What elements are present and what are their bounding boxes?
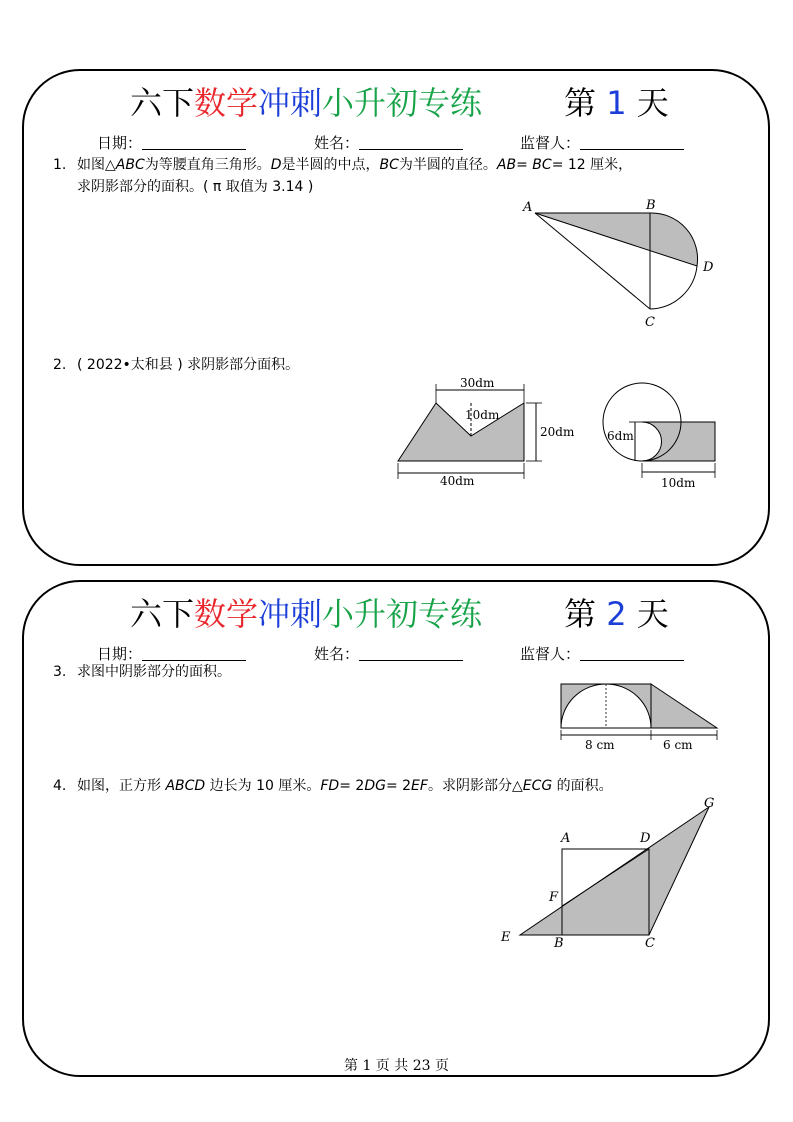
name-field	[314, 133, 463, 153]
day-number: 1	[606, 84, 627, 122]
figure-q3	[555, 680, 725, 755]
page-footer: 第 1 页 共 23 页	[344, 1058, 449, 1074]
day-suffix: 天	[636, 84, 669, 122]
label-F: F	[549, 890, 559, 905]
title-part-2: 数学	[194, 84, 259, 122]
figure-q1	[515, 195, 725, 335]
title-part-1: 六下	[130, 595, 195, 633]
dim-right: 6 cm	[663, 738, 693, 752]
supervisor-label: 监督人：	[520, 134, 581, 152]
day-label	[564, 592, 669, 636]
day-prefix: 第	[564, 84, 597, 122]
day-label	[564, 81, 669, 125]
title-part-4: 小升初专练	[322, 595, 483, 633]
date-blank[interactable]	[142, 645, 246, 661]
question-number: 4.	[53, 778, 67, 794]
title-part-3: 冲刺	[258, 595, 323, 633]
title-part-3: 冲刺	[258, 84, 323, 122]
dim-radius: 6dm	[607, 429, 634, 443]
label-G: G	[704, 796, 715, 811]
question-4: 4. 如图，正方形 ABCD 边长为 10 厘米。FD= 2DG= 2EF。求阴影部分△ECG 的面积。	[53, 775, 733, 797]
label-C: C	[645, 936, 655, 951]
title-part-1: 六下	[130, 84, 195, 122]
question-number: 1.	[53, 157, 67, 173]
label-B: B	[646, 198, 656, 213]
dim-length: 10dm	[661, 476, 696, 490]
figure-q2b	[595, 375, 725, 500]
day-prefix: 第	[564, 595, 597, 633]
card-title	[24, 592, 768, 636]
supervisor-label: 监督人：	[520, 645, 581, 663]
label-A: A	[561, 831, 571, 846]
name-label: 姓名：	[314, 134, 360, 152]
date-label: 日期：	[97, 645, 143, 663]
dim-notch: 10dm	[465, 408, 500, 422]
question-text: 求图中阴影部分的面积。	[77, 664, 231, 680]
dim-bottom: 40dm	[440, 474, 475, 488]
name-blank[interactable]	[359, 134, 463, 150]
question-text: ( 2022•太和县 ) 求阴影部分面积。	[77, 357, 300, 373]
question-1: 1. 如图△ABC为等腰直角三角形。D是半圆的中点，BC为半圆的直径。AB= BC= 12 厘米， 求阴影部分的面积。( π 取值为 3.14 )	[53, 154, 733, 198]
label-A: A	[523, 200, 533, 215]
day-suffix: 天	[636, 595, 669, 633]
title-part-4: 小升初专练	[322, 84, 483, 122]
label-E: E	[501, 930, 511, 945]
name-blank[interactable]	[359, 645, 463, 661]
label-D: D	[640, 831, 651, 846]
figure-q4	[495, 795, 725, 955]
name-label: 姓名：	[314, 645, 360, 663]
supervisor-field	[520, 133, 684, 153]
date-label: 日期：	[97, 134, 143, 152]
label-C: C	[645, 315, 655, 330]
question-text-line2: 求阴影部分的面积。( π 取值为 3.14 )	[77, 179, 314, 195]
figure-q2a	[390, 370, 590, 495]
question-number: 3.	[53, 664, 67, 680]
question-number: 2.	[53, 357, 67, 373]
day-number: 2	[606, 595, 627, 633]
label-D: D	[703, 260, 714, 275]
supervisor-blank[interactable]	[580, 134, 684, 150]
date-blank[interactable]	[142, 134, 246, 150]
label-B: B	[554, 936, 564, 951]
card-title	[24, 81, 768, 125]
title-part-2: 数学	[194, 595, 259, 633]
dim-top: 30dm	[460, 376, 495, 390]
supervisor-blank[interactable]	[580, 645, 684, 661]
dim-left: 8 cm	[585, 738, 615, 752]
dim-height: 20dm	[540, 425, 575, 439]
date-field	[97, 133, 246, 153]
